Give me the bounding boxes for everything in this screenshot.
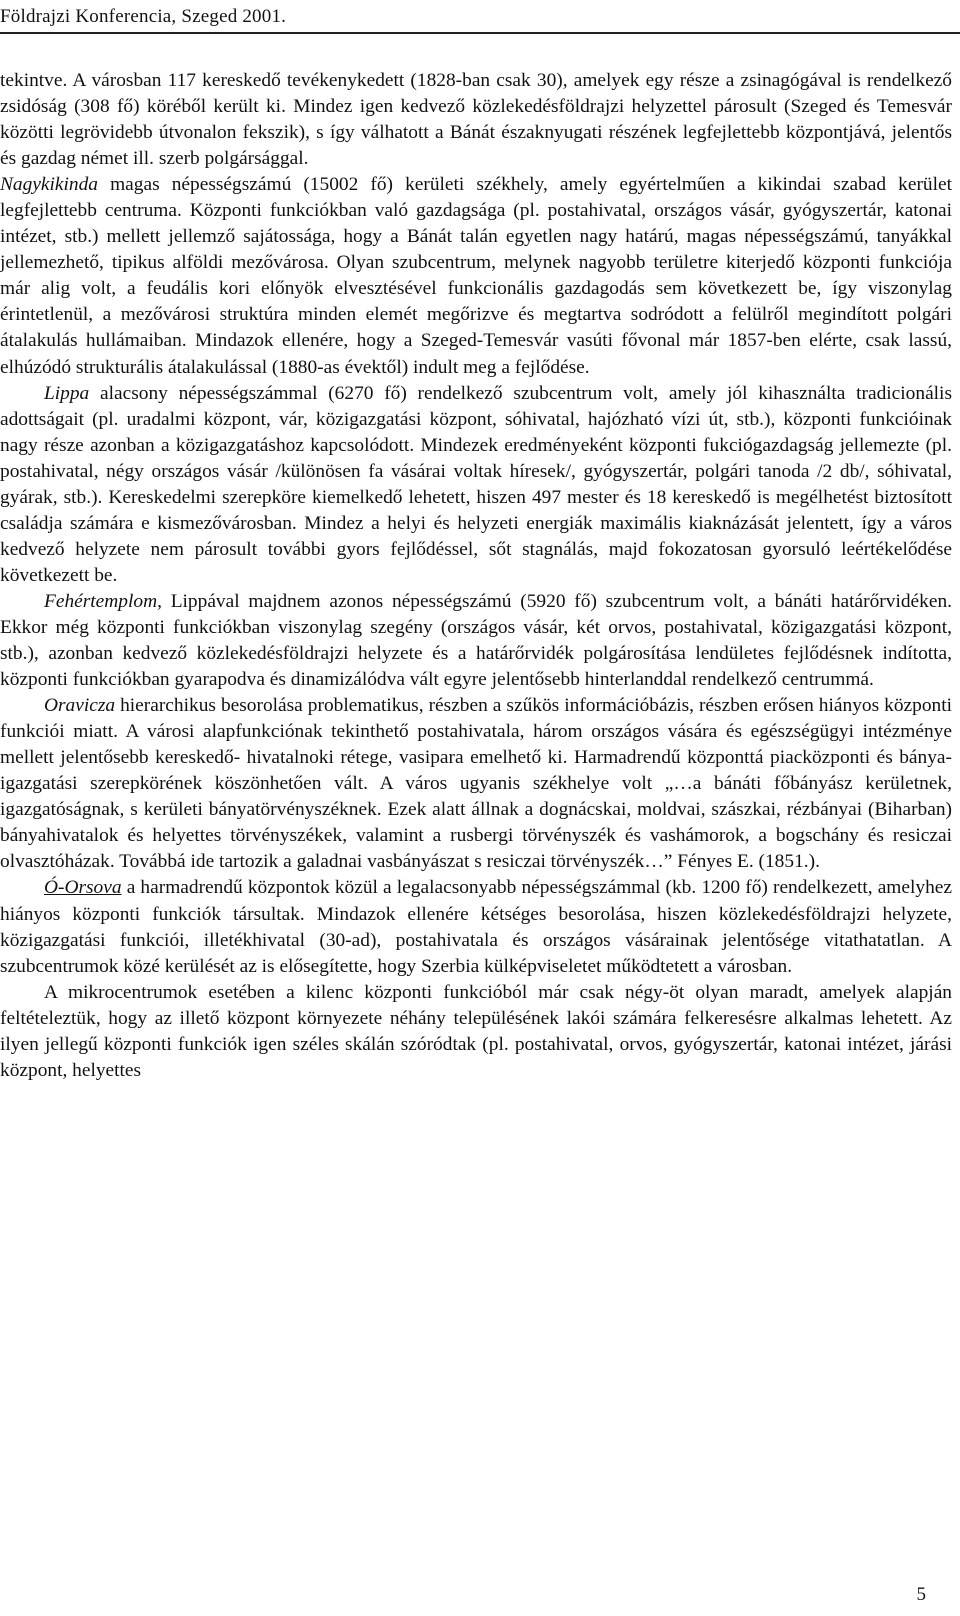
document-body: [0, 68, 952, 1084]
paragraph-text: , Lippával majdnem azonos népességszámú (5920 fő) szubcentrum volt, a bánáti határőrvidéken. Ekkor még központi funkciókban viszonylag szegény (országos vásár, két orvos, postahivatal, közigazgatási központ, stb.), azonban kedvező közlekedésföldrajzi helyzete és a határőrvidék polgárosítása lendületes fejlődésnek indította, központi funkciókban gyarapodva és dinamizálódva vált egyre jelentősebb hinterlanddal rendelkező centrummá.: [0, 590, 952, 691]
header-divider: [0, 32, 960, 34]
town-name-oravicza: Oravicza: [44, 695, 116, 717]
paragraph-text: a harmadrendű központok közül a legalacsonyabb népességszámmal (kb. 1200 fő) rendelkezett, amelyhez hiányos központi funkciók társultak. Mindazok ellenére kétséges besorolása, hiszen közlekedésföldrajzi helyzete, közigazgatási funkciói, illetékhivatal (30-ad), postahivatala és országos vásárainak jelentősége vitathatatlan. A szubcentrumok közé kerülését az is elősegítette, hogy Szerbia külképviseletet működtetett a városban.: [0, 877, 952, 977]
town-name-nagykikinda: Nagykikinda: [0, 174, 99, 196]
paragraph-lippa: [0, 381, 952, 589]
paragraph-text: hierarchikus besorolása problematikus, részben a szűkös információbázis, részben erősen hiányos központi funkciói miatt. A városi alapfunkciónak tekinthető postahivatala, három országos vására és egészségügyi intézménye mellett jelentősebb kereskedő- hivatalnoki rétege, vasipara emelhető ki. Harmadrendű központtá piacközponti és bánya-igazgatási szerepkörének köszönhetően vált. A város ugyanis székhelye volt „…a bánáti főbányász kerületnek, igazgatóságnak, s kerületi bányatörvényszéknek. Ezek alatt állnak a dognácskai, moldvai, szászkai, rézbányai (Biharban) bányahivatalok és helyettes törvényszékek, valamint a rusbergi törvényszék és vashámorok, a bogschány és resiczai olvasztóházak. Továbbá ide tartozik a galadnai vasbányászat s resiczai törvényszék…” Fényes E. (1851.).: [0, 695, 952, 873]
paragraph-text: magas népességszámú (15002 fő) kerületi székhely, amely egyértelműen a kikindai szabad kerület legfejlettebb centruma. Központi funkciókban való gazdagsága (pl. postahivatal, országos vásár, gyógyszertár, katonai intézet, stb.) mellett jellemző sajátossága, hogy a Bánát talán egyetlen nagy határú, magas népességszámú, tanyákkal jellemezhető, tipikus alföldi mezővárosa. Olyan szubcentrum, melynek nagyobb területre kiterjedő központi funkciója már alig volt, a feudális kori előnyök elvesztésével funkcionális gazdagodás sem következett be, így viszonylag érintetlenül, a mezővárosi struktúra minden elemét megőrizve és megtartva sodródott a felülről megindított polgári átalakulás hullámaiban. Mindazok ellenére, hogy a Szeged-Temesvár vasúti fővonal már 1857-ben elérte, csak lassú, elhúzódó strukturális átalakulással (1880-as évektől) indult meg a fejlődése.: [0, 174, 952, 378]
paragraph-oravicza: [0, 693, 952, 875]
paragraph-o-orsova: [0, 875, 952, 979]
paragraph-nagykikinda: [0, 172, 952, 380]
town-name-lippa: Lippa: [44, 382, 90, 404]
paragraph-text: A mikrocentrumok esetében a kilenc központi funkcióból már csak négy-öt olyan maradt, amelyek alapján feltételeztük, hogy az illető központ környezete néhány településének lakói számára felkeresésre alkalmas lehetett. Az ilyen jellegű központi funkciók igen széles skálán szóródtak (pl. postahivatal, orvos, gyógyszertár, katonai intézet, járási központ, helyettes: [0, 981, 952, 1081]
paragraph-fehertemplom: [0, 589, 952, 693]
page-number: 5: [916, 1584, 926, 1605]
town-name-o-orsova: Ó-Orsova: [44, 877, 122, 899]
paragraph-intro: [0, 68, 952, 172]
paragraph-text: alacsony népességszámmal (6270 fő) rendelkező szubcentrum volt, amely jól kihasználta tradicionális adottságait (pl. uradalmi központ, vár, közigazgatási központ, sóhivatal, hajózható vízi út, stb.), központi funkcióinak nagy része azonban a közigazgatáshoz kapcsolódott. Mindezek eredményeként központi fukciógazdagság jellemezte (pl. postahivatal, négy országos vásár /különösen fa vásárai voltak híresek/, gyógyszertár, polgári tanoda /2 db/, sóhivatal, gyárak, stb.). Kereskedelmi szerepköre kiemelkedő lehetett, hiszen 497 mester és 18 kereskedő is megélhetést biztosított családja számára e kismezővárosban. Mindez a helyi és helyzeti energiák maximális kiaknázását jelentett, így a város kedvező helyzete nem párosult további gyors fejlődéssel, sőt stagnálás, majd fokozatosan gyorsuló leértékelődése következett be.: [0, 382, 952, 586]
paragraph-text: tekintve. A városban 117 kereskedő tevékenykedett (1828-ban csak 30), amelyek egy része a zsinagógával is rendelkező zsidóság (308 fő) köréből került ki. Mindez igen kedvező közlekedésföldrajzi helyzettel párosult (Szeged és Temesvár közötti legrövidebb útvonalon fekszik), s így válhatott a Bánát északnyugati részének legfejlettebb központjává, jelentős és gazdag német ill. szerb polgársággal.: [0, 70, 952, 170]
town-name-fehertemplom: Fehértemplom: [44, 590, 158, 612]
paragraph-mikrocentrumok: [0, 980, 952, 1084]
running-header: Földrajzi Konferencia, Szeged 2001.: [0, 6, 287, 27]
